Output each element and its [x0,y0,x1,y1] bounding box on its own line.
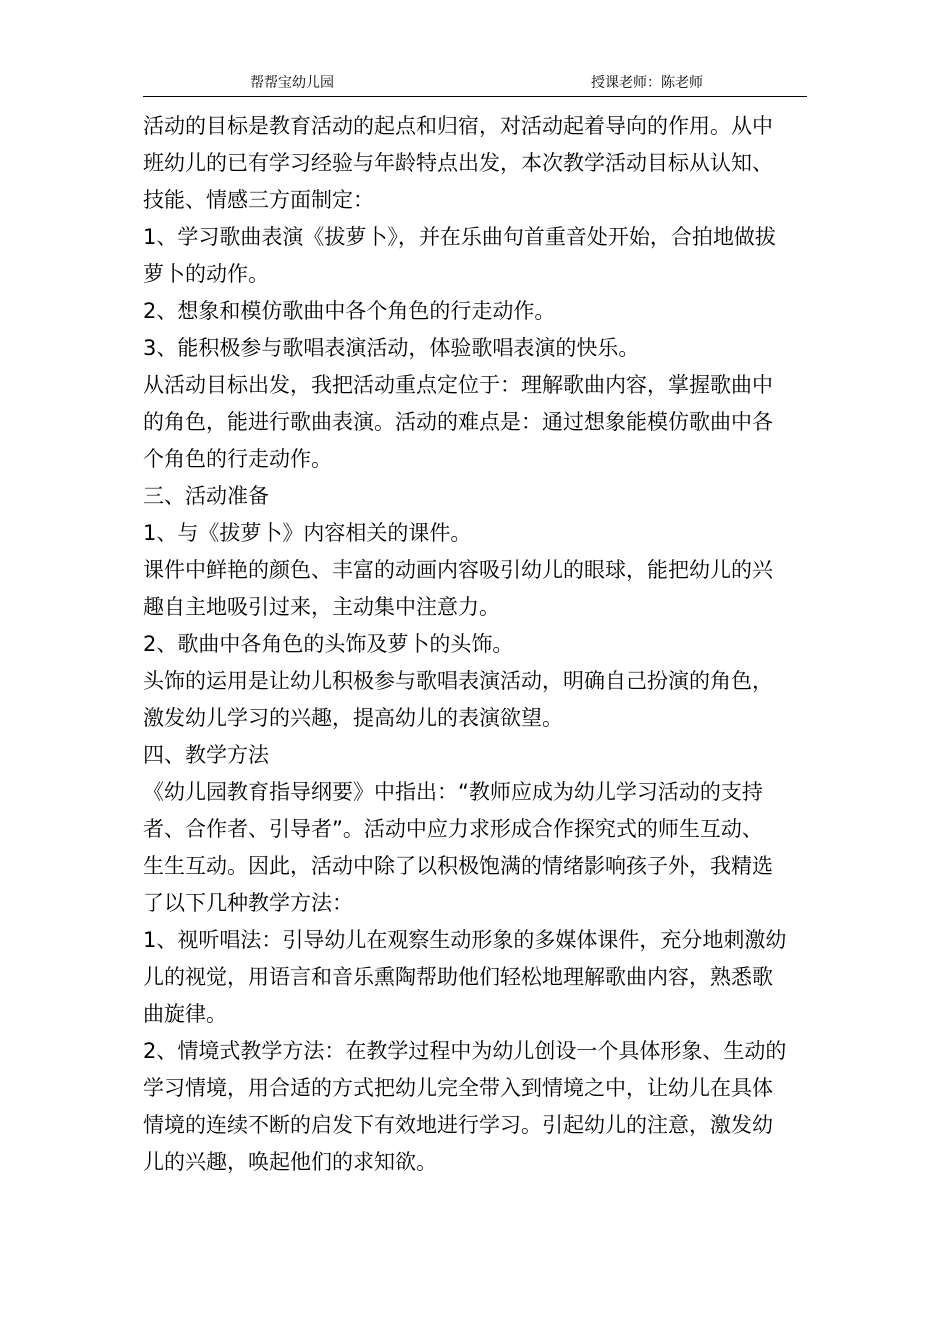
text-line: 的角色，能进行歌曲表演。活动的难点是：通过想象能模仿歌曲中各 [143,410,773,434]
text-line: 生生互动。因此，活动中除了以积极饱满的情绪影响孩子外，我精选 [143,854,773,878]
school-name: 帮帮宝幼儿园 [250,75,334,91]
text-line: 激发幼儿学习的兴趣，提高幼儿的表演欲望。 [143,706,563,730]
text-line: 儿的视觉，用语言和音乐熏陶帮助他们轻松地理解歌曲内容，熟悉歌 [143,965,773,989]
text-line: 1、学习歌曲表演《拔萝卜》，并在乐曲句首重音处开始，合拍地做拔 [143,225,776,249]
text-line: 2、歌曲中各角色的头饰及萝卜的头饰。 [143,632,514,656]
teacher-name: 授课老师：陈老师 [591,75,703,91]
document-body [143,108,807,1181]
text-line: 学习情境，用合适的方式把幼儿完全带入到情境之中，让幼儿在具体 [143,1076,773,1100]
text-line: 曲旋律。 [143,1002,227,1026]
text-line: 《幼儿园教育指导纲要》中指出：“教师应成为幼儿学习活动的支持 [143,780,763,804]
text-line: 情境的连续不断的启发下有效地进行学习。引起幼儿的注意，激发幼 [143,1113,773,1137]
text-line: 了以下几种教学方法： [143,891,353,915]
page-header [143,70,807,97]
text-line: 活动的目标是教育活动的起点和归宿，对活动起着导向的作用。从中 [143,114,773,138]
text-line: 者、合作者、引导者”。活动中应力求形成合作探究式的师生互动、 [143,817,763,841]
text-line: 1、视听唱法：引导幼儿在观察生动形象的多媒体课件，充分地刺激幼 [143,928,787,952]
text-line: 个角色的行走动作。 [143,447,332,471]
text-line: 趣自主地吸引过来，主动集中注意力。 [143,595,500,619]
text-line: 萝卜的动作。 [143,262,269,286]
text-line: 课件中鲜艳的颜色、丰富的动画内容吸引幼儿的眼球，能把幼儿的兴 [143,558,773,582]
text-line: 技能、情感三方面制定： [143,188,374,212]
text-line: 3、能积极参与歌唱表演活动，体验歌唱表演的快乐。 [143,336,640,360]
text-line: 班幼儿的已有学习经验与年龄特点出发，本次教学活动目标从认知、 [143,151,773,175]
text-line: 2、情境式教学方法：在教学过程中为幼儿创设一个具体形象、生动的 [143,1039,787,1063]
text-line: 儿的兴趣，唤起他们的求知欲。 [143,1150,437,1174]
text-line: 头饰的运用是让幼儿积极参与歌唱表演活动，明确自己扮演的角色， [143,669,773,693]
section-heading: 三、活动准备 [143,484,269,508]
text-line: 1、与《拔萝卜》内容相关的课件。 [143,521,472,545]
text-line: 2、想象和模仿歌曲中各个角色的行走动作。 [143,299,556,323]
text-line: 从活动目标出发，我把活动重点定位于：理解歌曲内容，掌握歌曲中 [143,373,773,397]
section-heading: 四、教学方法 [143,743,269,767]
